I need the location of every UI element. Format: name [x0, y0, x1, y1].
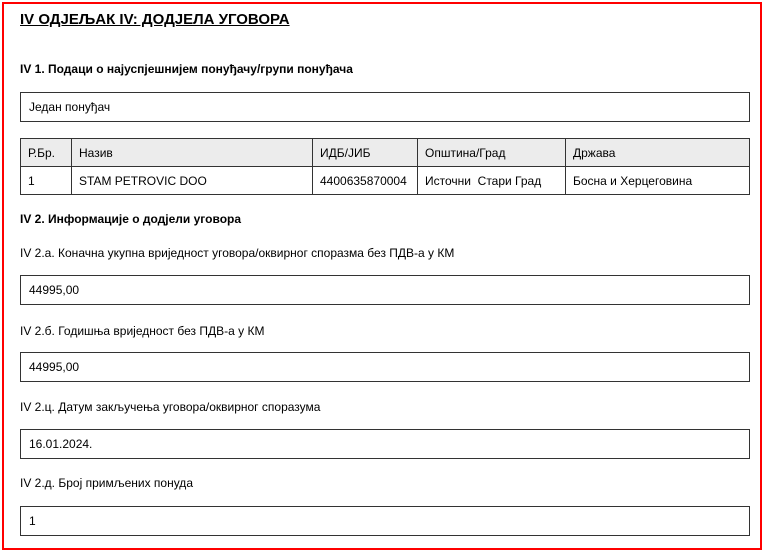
bidder-type-field: Један понуђач	[20, 92, 750, 122]
iv2c-value-field: 16.01.2024.	[20, 429, 750, 459]
iv2-heading: IV 2. Информације о додјели уговора	[20, 212, 242, 226]
cell-rbr: 1	[21, 167, 72, 195]
cell-opstina-grad: Источни Стари Град	[418, 167, 566, 195]
header-drzava: Држава	[566, 139, 750, 167]
iv2c-label: IV 2.ц. Датум закључења уговора/оквирног споразума	[20, 400, 321, 414]
cell-idb-jib: 4400635870004	[313, 167, 418, 195]
header-idb-jib: ИДБ/ЈИБ	[313, 139, 418, 167]
document-frame	[2, 2, 762, 550]
cell-drzava: Босна и Херцеговина	[566, 167, 750, 195]
section-title: IV ОДЈЕЉАК IV: ДОДЈЕЛА УГОВОРА	[20, 11, 290, 28]
iv2b-label: IV 2.б. Годишња вриједност без ПДВ-а у КМ	[20, 324, 265, 338]
header-opstina-grad: Општина/Град	[418, 139, 566, 167]
cell-naziv: STAM PETROVIC DOO	[72, 167, 313, 195]
table-row	[21, 167, 750, 195]
header-rbr: Р.Бр.	[21, 139, 72, 167]
iv2a-label: IV 2.а. Коначна укупна вриједност уговора/оквирног споразма без ПДВ-а у КМ	[20, 246, 455, 260]
iv2d-label: IV 2.д. Број примљених понуда	[20, 476, 193, 490]
bidders-table	[20, 138, 750, 195]
iv2d-value-field: 1	[20, 506, 750, 536]
iv2b-value-field: 44995,00	[20, 352, 750, 382]
header-naziv: Назив	[72, 139, 313, 167]
table-header-row	[21, 139, 750, 167]
iv1-heading: IV 1. Подаци о најуспјешнијем понуђачу/групи понуђача	[20, 62, 353, 76]
iv2a-value-field: 44995,00	[20, 275, 750, 305]
